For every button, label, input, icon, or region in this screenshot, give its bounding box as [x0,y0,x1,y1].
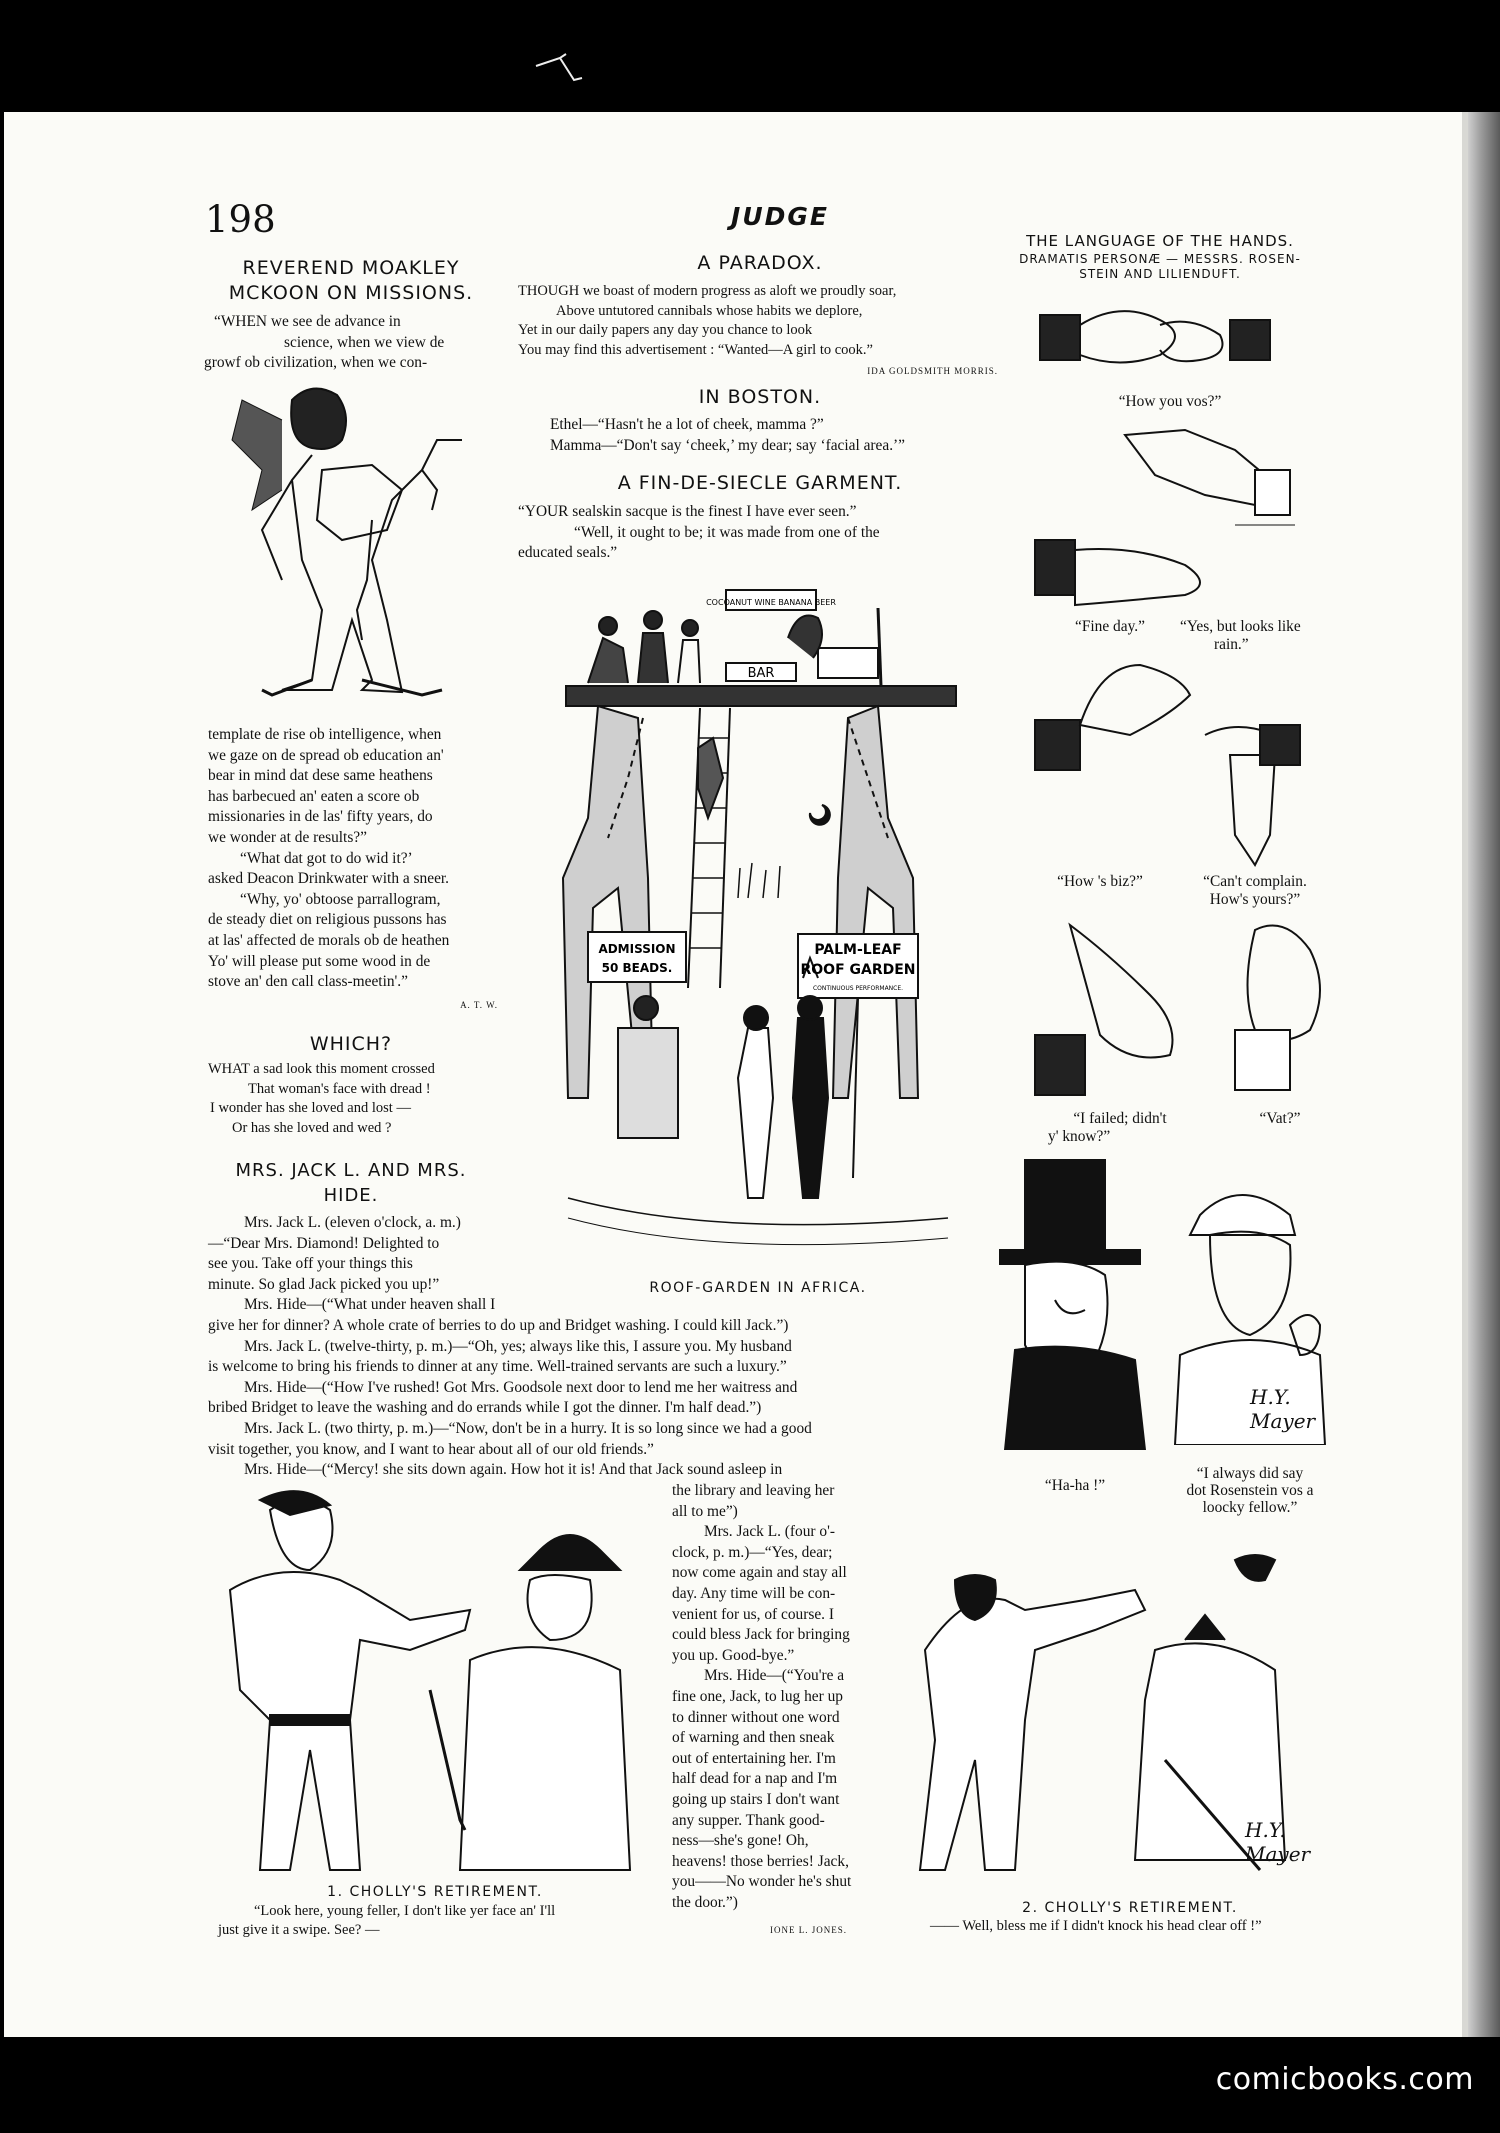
text-line: Mrs. Jack L. (two thirty, p. m.)—“Now, don't be in a hurry. It is so long since we had a good [244,1419,812,1437]
poem-line: You may find this advertisement : “Wanted—A girl to cook.” [518,341,873,358]
mrs-jack-title-line: MRS. JACK L. AND MRS. [235,1160,467,1181]
chollys-retirement-2-caption: 2. CHOLLY'S RETIREMENT. [1022,1900,1238,1916]
reverend-illustration [222,380,482,720]
sign-bar: BAR [747,666,775,681]
text-line: Mamma—“Don't say ‘cheek,’ my dear; say ‘facial area.’” [550,436,906,454]
signature: A. T. W. [460,999,498,1010]
text-line: —“Dear Mrs. Diamond! Delighted to [208,1234,440,1252]
text-line: now come again and stay all [672,1564,847,1582]
mrs-jack-wide [208,1316,968,1481]
mrs-jack-title [206,1158,496,1208]
poem-line: Or has she loved and wed ? [232,1119,392,1136]
caption-line: y' know?” [1048,1128,1111,1145]
text-line: visit together, you know, and I want to hear about all of our old friends.” [208,1440,654,1458]
signature: IONE L. JONES. [770,1925,847,1935]
poem-line: WHAT a sad look this moment crossed [208,1061,435,1077]
text-line: Mrs. Jack L. (twelve-thirty, p. m.)—“Oh, yes; always like this, I assure you. My husband [244,1337,792,1355]
caption-line: dot Rosenstein vos a [1186,1482,1314,1499]
text-line: “WHEN we see de advance in [214,313,401,330]
text-line: you——No wonder he's shut [672,1873,852,1891]
poem-line: That woman's face with dread ! [248,1080,431,1097]
boston-text [550,415,1010,456]
text-line: growf ob civilization, when we con- [204,354,428,372]
hands-caption-3a: “How 's biz?” [1057,873,1143,890]
which-poem [208,1060,508,1138]
text-line: is welcome to bring his friends to dinner at any time. Well-trained servants are such a luxury.” [208,1358,787,1376]
text-line: asked Deacon Drinkwater with a sneer. [208,870,450,888]
caption-line: “Yes, but looks like [1180,618,1301,635]
text-line: clock, p. m.)—“Yes, dear; [672,1543,833,1561]
mrs-jack-column [208,1213,508,1316]
hand-gesture-3b [1200,715,1310,875]
hand-gesture-4b [1225,910,1335,1110]
laughing-man-illustration [995,1150,1155,1450]
text-line: day. Any time will be con- [672,1584,836,1602]
hands-caption-1: “How you vos?” [1118,393,1222,410]
chollys-retirement-2-illustration [905,1540,1355,1880]
hand-gesture-2a [1030,530,1230,615]
hands-subtitle [990,252,1330,282]
garment-title: A FIN-DE-SIECLE GARMENT. [617,472,903,494]
text-line: bear in mind dat dese same heathens [208,767,433,785]
hands-caption-2a: “Fine day.” [1075,618,1145,635]
hand-gesture-4a [1030,905,1200,1105]
sign-admission-price: 50 BEADS. [601,961,673,975]
text-line: missionaries in de las' fifty years, do [208,808,433,826]
hand-gesture-2b [1115,415,1305,535]
poem-line: Above untutored cannibals whose habits we deplore, [556,302,863,319]
text-line: Mrs. Jack L. (four o'- [704,1523,835,1541]
site-watermark: comicbooks.com [1215,2062,1474,2097]
text-line: Mrs. Hide—(“Mercy! she sits down again. How hot it is! And that Jack sound asleep in [244,1461,783,1479]
text-line: ness—she's gone! Oh, [672,1832,809,1850]
binding-spine [1468,112,1500,2037]
hands-caption-4b: “Vat?” [1259,1110,1301,1127]
page-number: 198 [205,198,276,241]
text-line: we gaze on de spread ob education an' [208,746,444,764]
roof-garden-caption: ROOF-GARDEN IN AFRICA. [649,1280,867,1296]
caption-line: “I always did say [1196,1465,1304,1482]
poem-line: THOUGH we boast of modern progress as aloft we proudly soar, [518,283,897,299]
sign-palm-leaf: PALM-LEAF [814,942,902,958]
text-line: “Well, it ought to be; it was made from one of the [574,523,880,541]
chollys-retirement-2-quote: —— Well, bless me if I didn't knock his head clear off !” [930,1918,1262,1934]
text-line: Yo' will please put some wood in de [208,952,431,970]
text-line: half dead for a nap and I'm [672,1770,838,1788]
text-line: we wonder at de results?” [208,828,367,846]
text-line: of warning and then sneak [672,1729,835,1747]
text-line: see you. Take off your things this [208,1255,413,1273]
text-line: Mrs. Hide—(“You're a [704,1667,845,1685]
text-line: to dinner without one word [672,1708,840,1726]
which-title: WHICH? [309,1033,393,1055]
reverend-title-line: MCKOON ON MISSIONS. [228,282,474,304]
reverend-intro [204,312,494,374]
text-line: all to me”) [672,1502,738,1520]
caption-line: How's yours?” [1209,891,1301,908]
text-line: “Why, yo' obtoose parrallogram, [240,890,441,908]
text-line: science, when we view de [284,333,445,351]
artist-signature: H.Y. Mayer [1245,1818,1311,1866]
text-line: you up. Good-bye.” [672,1646,795,1664]
caption-line: rain.” [1214,636,1249,653]
mrs-jack-title-line: HIDE. [323,1185,379,1206]
poem-line: Yet in our daily papers any day you chance to look [518,322,813,338]
paradox-poem [518,282,998,382]
masthead: JUDGE [731,202,829,231]
chollys-retirement-1-illustration [210,1490,660,1875]
text-line: give her for dinner? A whole crate of berries to do up and Bridget washing. I could kill Jack.”) [208,1317,789,1334]
artist-signature: H.Y. Mayer [1250,1385,1316,1433]
text-line: the door.”) [672,1893,738,1911]
sign-drinks: COCOANUT WINE BANANA BEER [706,598,836,607]
hands-title: THE LANGUAGE OF THE HANDS. [1026,232,1294,250]
signature: IDA GOLDSMITH MORRIS. [867,366,998,376]
text-line: just give it a swipe. See? — [218,1921,380,1938]
poem-line: I wonder has she loved and lost — [210,1100,411,1116]
text-line: could bless Jack for bringing [672,1626,850,1644]
text-line: at las' affected de morals ob de heathen [208,931,450,949]
caption-line: “I failed; didn't [1073,1110,1167,1127]
text-line: “YOUR sealskin sacque is the finest I have ever seen.” [518,503,857,520]
text-line: minute. So glad Jack picked you up!” [208,1275,440,1293]
text-line: de steady diet on religious pussons has [208,911,447,929]
text-line: Mrs. Jack L. (eleven o'clock, a. m.) [244,1214,461,1231]
caption-line: “Can't complain. [1203,873,1307,890]
text-line: has barbecued an' eaten a score ob [208,787,420,805]
text-line: the library and leaving her [672,1482,835,1499]
chollys-retirement-1-quote [218,1902,668,1939]
text-line: Ethel—“Hasn't he a lot of cheek, mamma ?” [550,416,824,433]
mrs-jack-narrow [672,1481,892,1913]
hands-caption-2b [1180,618,1330,654]
text-line: stove an' den call class-meetin'.” [208,973,408,991]
text-line: venient for us, of course. I [672,1605,834,1623]
hands-caption-3b [1170,873,1340,909]
paradox-title: A PARADOX. [697,252,823,274]
text-line: fine one, Jack, to lug her up [672,1687,843,1705]
text-line: bribed Bridget to leave the washing and do errands while I got the dinner. I'm half dead.”) [208,1399,762,1417]
hand-gesture-3a [1030,650,1200,790]
text-line: Mrs. Hide—(“What under heaven shall I [244,1296,496,1314]
boston-title: IN BOSTON. [698,386,822,408]
sign-performance: CONTINUOUS PERFORMANCE. [812,985,904,992]
scan-mark [530,48,590,88]
hands-caption-5a: “Ha-ha !” [1044,1477,1106,1494]
hands-caption-4a [1040,1110,1200,1146]
hands-caption-5b [1150,1465,1350,1516]
text-line: “What dat got to do wid it?’ [240,849,413,867]
reverend-title-line: REVEREND MOAKLEY [242,257,460,279]
text-line: educated seals.” [518,544,618,562]
garment-text [518,502,998,564]
handshake-illustration [1030,280,1290,390]
text-line: Mrs. Hide—(“How I've rushed! Got Mrs. Goodsole next door to lend me her waitress and [244,1378,798,1396]
reverend-title [206,256,496,306]
text-line: out of entertaining her. I'm [672,1749,836,1767]
hands-subtitle-line: DRAMATIS PERSONÆ — MESSRS. ROSEN- [1019,252,1301,266]
sign-admission: ADMISSION [598,942,676,956]
reverend-body [208,725,498,1015]
sign-roof-garden: ROOF GARDEN [800,962,916,978]
text-line: template de rise ob intelligence, when [208,726,442,743]
caption-line: loocky fellow.” [1202,1499,1298,1516]
text-line: “Look here, young feller, I don't like yer face an' I'll [254,1903,556,1919]
text-line: going up stairs I don't want [672,1790,840,1808]
text-line: heavens! those berries! Jack, [672,1852,849,1870]
roof-garden-illustration [548,578,968,1278]
grinning-man-illustration [1170,1175,1330,1445]
hands-subtitle-line: STEIN AND LILIENDUFT. [1079,267,1241,281]
chollys-retirement-1-caption: 1. CHOLLY'S RETIREMENT. [327,1884,543,1900]
text-line: any supper. Thank good- [672,1811,825,1829]
